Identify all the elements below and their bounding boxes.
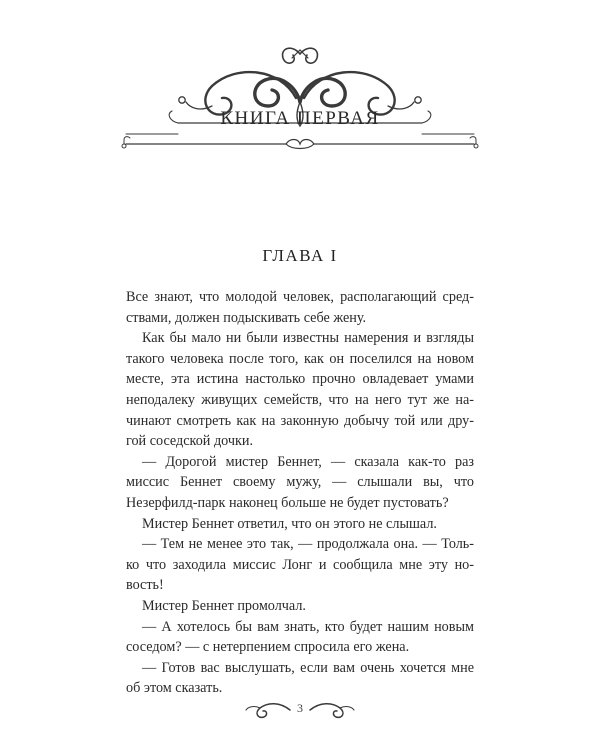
text-line: Как бы мало ни были известны намерения и взгляды [142,330,474,347]
text-line: вость! [126,577,164,594]
text-line: Все знают, что молодой человек, располагающий сред- [126,289,474,305]
text-line: ствами, должен подыскивать себе жену. [126,309,367,326]
text-line: об этом сказать. [126,680,223,697]
chapter-text [126,287,474,699]
text-line: гой соседской дочки. [126,433,254,450]
text-line: Мистер Беннет ответил, что он этого не слышал. [142,515,437,532]
text-line: такого человека после того, как он поселился на новом [126,350,474,367]
text-line: — Дорогой мистер Беннет, — сказала как-то раз [142,453,474,470]
text-line: — Готов вас выслушать, если вам очень хочется мне [142,659,474,676]
book-title: КНИГА ПЕРВАЯ [220,108,380,129]
text-line: соседом? — с нетерпением спросила его жена. [126,639,410,656]
page-folio [240,698,360,722]
text-line: — Тем не менее это так, — продолжала она. — Толь- [142,536,474,553]
text-line: месте, эта истина настолько прочно овладевает умами [126,371,474,388]
page-number: 3 [297,701,303,715]
scroll-ornament-icon [120,40,480,158]
text-line: Мистер Беннет промолчал. [142,597,306,614]
text-line: ко что заходила миссис Лонг и сообщила мне эту но- [126,556,474,573]
text-line: неподалеку живущих семейств, что на него тут же на- [126,391,474,408]
text-line: Незерфилд-парк наконец больше не будет пустовать? [126,494,449,511]
chapter-title: ГЛАВА I [262,246,338,265]
text-line: чинают смотреть как на законную добычу той или дру- [126,412,474,429]
text-line: миссис Беннет своему мужу, — слышали вы, что [126,474,474,491]
text-line: — А хотелось бы вам знать, кто будет нашим новым [142,618,474,635]
